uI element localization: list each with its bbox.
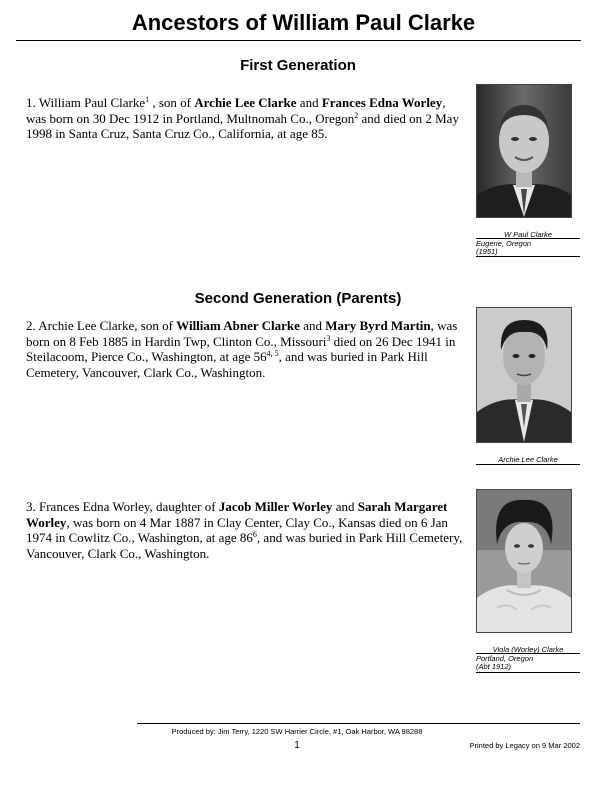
portrait-photo-william <box>476 84 572 218</box>
ancestor-entry-1: 1. William Paul Clarke$^1$ , son of Archie Lee Clarke and Frances Edna Worley, was born on 30 Dec 1912 in Portland, Multnomah Co., Oregon$^2$ and died on 2 May 1998 in Santa Cruz, Santa Cruz Co., California, at age 85. <box>26 95 459 141</box>
caption-divider <box>476 672 580 673</box>
ancestor-entry-2: 2. Archie Lee Clarke, son of William Abner Clarke and Mary Byrd Martin, was born on 8 Feb 1885 in Hardin Twp, Clinton Co., Missouri$^3$ died on 26 Dec 1941 in Steilacoom, Pierce Co., Washington, at age 56$^{4, 5}$, and was buried in Park Hill Cemetery, Vancouver, Clark Co., Washington. <box>26 318 458 380</box>
photo-caption-place: Eugene, Oregon <box>476 239 532 248</box>
generation-heading-first: First Generation <box>240 57 356 74</box>
photo-caption-name: W Paul Clarke <box>504 230 552 239</box>
photo-caption-name: Archie Lee Clarke <box>498 455 558 464</box>
ancestor-entry-3: 3. Frances Edna Worley, daughter of Jacob Miller Worley and Sarah Margaret Worley, was born on 4 Mar 1887 in Clay Center, Clay Co., Kansas died on 6 Jan 1974 in Cowlitz Co., Washington, at age $86^6$, and was buried in Park Hill Cemetery, Vancouver, Clark Co., Washington. <box>26 499 463 561</box>
generation-heading-second: Second Generation (Parents) <box>194 290 402 307</box>
photo-caption-name: Viola (Worley) Clarke <box>492 645 564 654</box>
photo-caption-date: (1951) <box>476 247 498 256</box>
caption-divider <box>476 464 580 465</box>
portrait-young-man-icon <box>477 308 571 442</box>
page-title: Ancestors of William Paul Clarke <box>131 10 476 35</box>
portrait-man-suit-icon <box>477 85 571 217</box>
page-number: 1 <box>294 740 300 751</box>
portrait-photo-archie <box>476 307 572 443</box>
portrait-woman-icon <box>477 490 571 632</box>
footer-produced-by: Produced by: Jim Terry, 1220 SW Harrier Circle, #1, Oak Harbor, WA 98288 <box>171 727 423 736</box>
footer-printed-by: Printed by Legacy on 9 Mar 2002 <box>469 741 580 750</box>
title-divider <box>16 40 581 41</box>
photo-caption-date: (Abt 1912) <box>476 662 512 671</box>
footer-divider <box>137 723 580 724</box>
caption-divider <box>476 256 580 257</box>
photo-caption-place: Portland, Oregon <box>476 654 534 663</box>
portrait-photo-viola <box>476 489 572 633</box>
